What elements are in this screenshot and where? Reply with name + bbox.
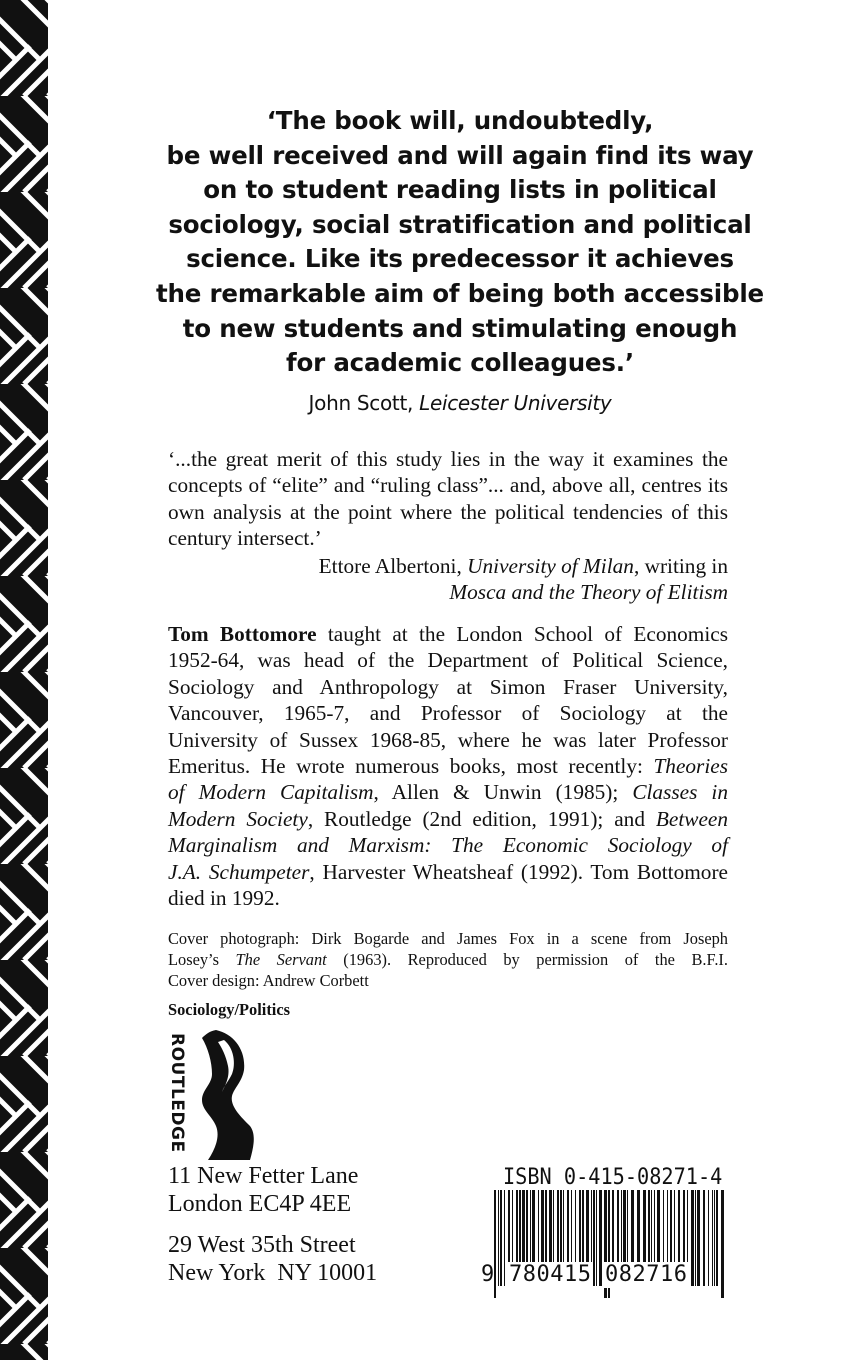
decorative-border-pattern (0, 0, 48, 1360)
book-title: Classes in (632, 780, 728, 805)
writing-in-text: , writing in (633, 554, 728, 578)
quote-line: for academic colleagues.’ (286, 348, 634, 378)
credit-text: Cover photograph: Dirk Bogarde and James Fox in a scene from Joseph (168, 929, 728, 948)
barcode-bar (599, 1190, 602, 1286)
quote-line: sociology, social stratification and political (168, 209, 752, 239)
barcode-bar (498, 1190, 499, 1286)
book-title: Theories (653, 754, 728, 779)
barcode-bar (721, 1190, 724, 1298)
quote-line: on to student reading lists in political (203, 175, 717, 205)
quote-line: be well received and will again find its way (166, 140, 754, 170)
book-title: Marginalism and Marxism: The Economic Sociology of (168, 833, 728, 858)
bio-text: , Routledge (2nd edition, 1991); and (307, 806, 656, 831)
review-attribution-albertoni (168, 553, 728, 606)
uk-address (168, 1162, 358, 1218)
isbn-label: ISBN 0-415-08271-4 (503, 1165, 723, 1190)
subject-category: Sociology/Politics (168, 1000, 291, 1019)
barcode-bar (593, 1190, 595, 1286)
address-line: London EC4P 4EE (168, 1191, 352, 1217)
address-line: 29 West 35th Street (168, 1232, 356, 1258)
address-line: 11 New Fetter Lane (168, 1163, 359, 1189)
barcode-bar (695, 1190, 696, 1286)
us-address (168, 1231, 377, 1287)
barcode-first-digit: 9 (481, 1262, 495, 1287)
reviewer-name: Ettore Albertoni, (318, 554, 468, 578)
quote-line: to new students and stimulating enough (182, 313, 738, 343)
barcode-bar (708, 1190, 709, 1286)
bio-text: 1952-64, was head of the Department of Political Science, (168, 648, 728, 673)
review-attribution-scott (150, 390, 770, 416)
barcode-bar (596, 1190, 597, 1286)
reviewer-affiliation: University of Milan (467, 554, 634, 578)
book-title: Between (655, 806, 728, 831)
bio-text: , Allen & Unwin (1985); (373, 780, 633, 805)
reviewer-affiliation: Leicester University (419, 391, 612, 415)
barcode-bar (712, 1190, 713, 1286)
bio-text: taught at the London School of Economics (316, 622, 728, 646)
bio-text: Emeritus. He wrote numerous books, most recently: (168, 754, 654, 779)
barcode-left-digits: 780415 (509, 1262, 592, 1287)
bio-text: , Harvester Wheatsheaf (1992). Tom Bottomore (309, 859, 728, 884)
credit-text: Losey’s (168, 950, 236, 969)
barcode-bar (500, 1190, 502, 1286)
quote-line: the remarkable aim of being both accessible (156, 278, 764, 308)
barcode-bar (504, 1190, 505, 1286)
book-title: J.A. Schumpeter (168, 859, 310, 884)
author-biography (168, 621, 728, 911)
bio-text: Sociology and Anthropology at Simon Fraser University, (168, 674, 728, 699)
credit-text: Cover design: Andrew Corbett (168, 971, 369, 990)
address-line: New York NY 10001 (168, 1260, 378, 1286)
bio-text: Vancouver, 1965-7, and Professor of Sociology at the (168, 701, 728, 726)
barcode-bar (691, 1190, 694, 1286)
film-title: The Servant (235, 950, 327, 969)
reviewer-name: John Scott, (308, 391, 420, 415)
quote-line: ‘The book will, undoubtedly, (266, 106, 654, 135)
barcode-bar (716, 1190, 718, 1286)
credit-text: (1963). Reproduced by permission of the B.F.I. (326, 950, 728, 969)
book-title: of Modern Capitalism (168, 780, 374, 805)
barcode-bar (714, 1190, 715, 1286)
author-name: Tom Bottomore (168, 622, 317, 646)
barcode-bar (697, 1190, 700, 1286)
barcode-right-digits: 082716 (605, 1262, 688, 1287)
barcode-bar (703, 1190, 705, 1286)
bio-text: University of Sussex 1968-85, where he was later Professor (168, 727, 728, 752)
bio-text: died in 1992. (168, 886, 280, 911)
quote-line: science. Like its predecessor it achieves (186, 244, 734, 274)
book-title: Modern Society (168, 806, 308, 831)
review-quote-scott (150, 104, 770, 381)
source-title: Mosca and the Theory of Elitism (449, 580, 728, 605)
routledge-wordmark: ROUTLEDGE (167, 1033, 187, 1153)
cover-credits (168, 928, 728, 991)
review-quote-albertoni: ‘...the great merit of this study lies in the way it examines the concepts of “elite” and “ruling class”... and, above all, centres its own analysis at the point where the political tendencies of this century intersect.’ (168, 447, 728, 551)
